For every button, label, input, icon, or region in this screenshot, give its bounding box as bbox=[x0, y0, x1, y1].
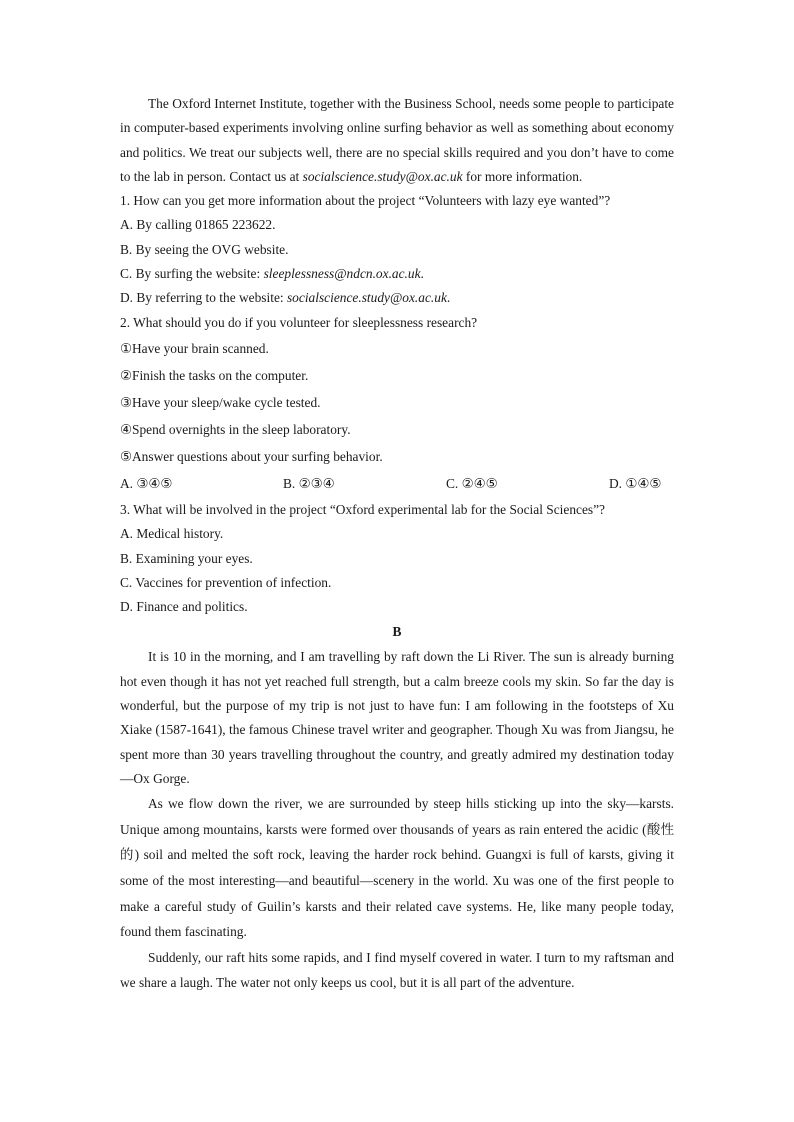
intro-paragraph bbox=[120, 92, 674, 189]
q2-option-c: C. ②④⑤ bbox=[446, 475, 498, 491]
q1-option-b: B. By seeing the OVG website. bbox=[120, 241, 289, 257]
intro-text-end: for more information. bbox=[462, 168, 583, 184]
question-1 bbox=[120, 189, 674, 310]
question-3 bbox=[120, 498, 674, 619]
q3-option-d: D. Finance and politics. bbox=[120, 599, 248, 615]
q1-option-c-email: sleeplessness@ndcn.ox.ac.uk bbox=[263, 266, 421, 282]
q1-option-d-text: D. By referring to the website: bbox=[120, 290, 287, 306]
q2-options bbox=[120, 470, 674, 497]
q1-option-c-text: C. By surfing the website: bbox=[120, 266, 264, 282]
section-b-paragraph-1: It is 10 in the morning, and I am travelling by raft down the Li River. The sun is already burning hot even though it has not yet reached full strength, but a calm breeze cools my skin. So far the day is wonderful, but the purpose of my trip is not just to have fun: I am following in the footsteps of Xu Xiake (1587-1641), the famous Chinese travel writer and geographer. Though Xu was from Jiangsu, he spent more than 30 years travelling throughout the country, and greatly admired my destination today—Ox Gorge. bbox=[120, 649, 674, 786]
q2-choice-3: ③Have your sleep/wake cycle tested. bbox=[120, 394, 321, 410]
q1-option-d-email: socialscience.study@ox.ac.uk bbox=[286, 290, 447, 306]
q2-option-d: D. ①④⑤ bbox=[609, 475, 662, 491]
question-2 bbox=[120, 311, 674, 497]
section-b-paragraph-3: Suddenly, our raft hits some rapids, and I find myself covered in water. I turn to my raftsman and we share a laugh. The water not only keeps us cool, but it is all part of the adventure. bbox=[120, 949, 674, 991]
q2-choice-5: ⑤Answer questions about your surfing behavior. bbox=[120, 448, 383, 464]
q3-stem: 3. What will be involved in the project “Oxford experimental lab for the Social Sciences”? bbox=[120, 501, 605, 517]
q1-option-c bbox=[120, 262, 674, 286]
q3-option-a: A. Medical history. bbox=[120, 526, 224, 542]
q2-choice-2: ②Finish the tasks on the computer. bbox=[120, 367, 309, 383]
q3-option-c: C. Vaccines for prevention of infection. bbox=[120, 574, 332, 590]
q2-stem: 2. What should you do if you volunteer for sleeplessness research? bbox=[120, 314, 478, 330]
q1-option-d bbox=[120, 286, 674, 310]
section-b-paragraph-2: As we flow down the river, we are surrounded by steep hills sticking up into the sky—karsts. Unique among mountains, karsts were formed over thousands of years as rain entered the acidic (酸性的) soil and melted the soft rock, leaving the harder rock behind. Guangxi is full of karsts, giving it some of the most interesting—and beautiful—scenery in the world. Xu was one of the first people to make a careful study of Guilin’s karsts and their related cave systems. He, like many people today, found them fascinating. bbox=[120, 796, 674, 940]
section-b-heading: B bbox=[392, 624, 402, 640]
q2-choice-1: ①Have your brain scanned. bbox=[120, 340, 269, 356]
q1-option-d-end: . bbox=[446, 290, 451, 306]
q2-option-b: B. ②③④ bbox=[283, 475, 335, 491]
q1-stem: 1. How can you get more information about the project “Volunteers with lazy eye wanted”? bbox=[120, 193, 611, 209]
q1-option-c-end: . bbox=[420, 266, 424, 282]
document-page bbox=[120, 92, 674, 996]
intro-text: The Oxford Internet Institute, together with the Business School, needs some people to participate in computer-based experiments involving online surfing behavior as well as something about economy and politics. We treat our subjects well, there are no special skills required and you don’t have to come to the lab in person. Contact us at bbox=[120, 96, 674, 184]
q3-option-b: B. Examining your eyes. bbox=[120, 550, 253, 566]
contact-email: socialscience.study@ox.ac.uk bbox=[302, 168, 463, 184]
q2-choice-4: ④Spend overnights in the sleep laboratory. bbox=[120, 421, 351, 437]
q1-option-a: A. By calling 01865 223622. bbox=[120, 217, 276, 233]
q2-option-a: A. ③④⑤ bbox=[120, 475, 173, 491]
